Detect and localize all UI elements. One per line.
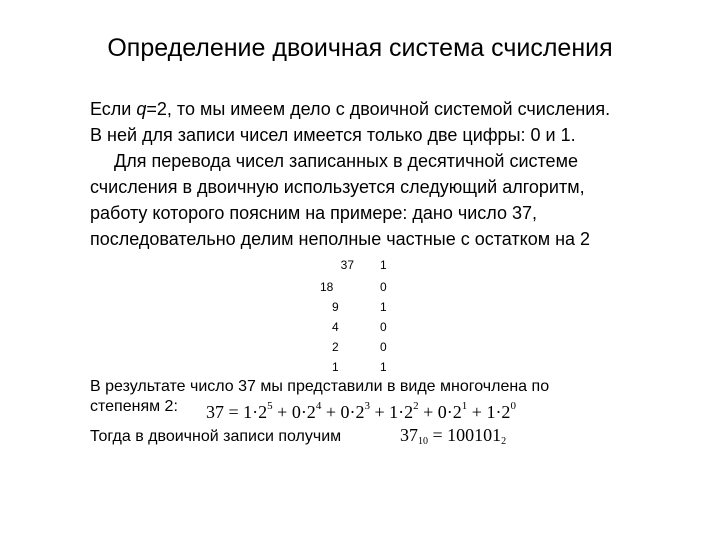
quotient-cell: 9 <box>332 300 339 314</box>
poly-coef: 1 <box>486 402 496 422</box>
decimal-base: 10 <box>418 436 428 447</box>
remainder-cell: 0 <box>380 280 387 294</box>
remainder-cell: 0 <box>380 320 387 334</box>
polynomial-lhs: 37 <box>206 402 224 422</box>
binary-number: 100101 <box>447 425 502 445</box>
poly-exp: 0 <box>510 400 516 412</box>
poly-exp: 3 <box>364 400 370 412</box>
intro-text-before: Если <box>90 99 137 119</box>
quotient-cell: 4 <box>332 320 339 334</box>
poly-coef: 1 <box>243 402 253 422</box>
poly-coef: 1 <box>389 402 399 422</box>
result-line-2: степеням 2: <box>90 398 178 415</box>
binary-base: 2 <box>501 436 507 447</box>
poly-exp: 4 <box>315 400 322 412</box>
intro-text-after: =2, то мы имеем дело с двоичной системой счисления. <box>146 99 611 119</box>
variable-q: q <box>136 99 147 119</box>
intro-paragraph <box>90 96 710 148</box>
remainder-cell: 0 <box>380 340 387 354</box>
poly-coef: 0 <box>340 402 350 422</box>
remainder-cell: 1 <box>380 258 387 272</box>
remainder-cell: 1 <box>380 300 387 314</box>
poly-exp: 5 <box>267 400 273 412</box>
algorithm-paragraph <box>90 148 710 252</box>
poly-coef: 0 <box>291 402 301 422</box>
slide-title: Определение двоичная система счисления <box>107 34 613 62</box>
quotient-cell: 18 <box>320 280 334 294</box>
poly-exp: 1 <box>461 400 468 412</box>
polynomial-formula: $37 = 1\cdot 2^5 + 0\cdot 2^4 + 0\cdot 2^3 + 1\cdot 2^2 + 0\cdot 2^1 + 1\cdot 2^0$ <box>206 400 516 422</box>
algorithm-line: Для перевода чисел записанных в десятичной системе <box>114 151 578 171</box>
algorithm-line: работу которого поясним на примере: дано число 37, <box>90 203 538 223</box>
decimal-number: 37 <box>400 425 418 445</box>
intro-line-2: В ней для записи чисел имеется только две цифры: 0 и 1. <box>90 125 576 145</box>
result-line-3: Тогда в двоичной записи получим <box>90 428 342 445</box>
quotient-cell: 37 <box>340 258 354 272</box>
quotient-cell: 1 <box>332 360 339 374</box>
binary-result-formula: $37_{10} = 100101_2$ <box>400 425 507 447</box>
algorithm-line: счисления в двоичную используется следующий алгоритм, <box>90 177 585 197</box>
result-line-1: В результате число 37 мы представили в виде многочлена по <box>90 378 550 395</box>
intro-line-1 <box>90 96 710 122</box>
remainder-cell: 1 <box>380 360 387 374</box>
poly-exp: 2 <box>413 400 419 412</box>
quotient-cell: 2 <box>332 340 339 354</box>
poly-coef: 0 <box>437 402 447 422</box>
algorithm-line: последовательно делим неполные частные с остатком на 2 <box>90 229 591 249</box>
